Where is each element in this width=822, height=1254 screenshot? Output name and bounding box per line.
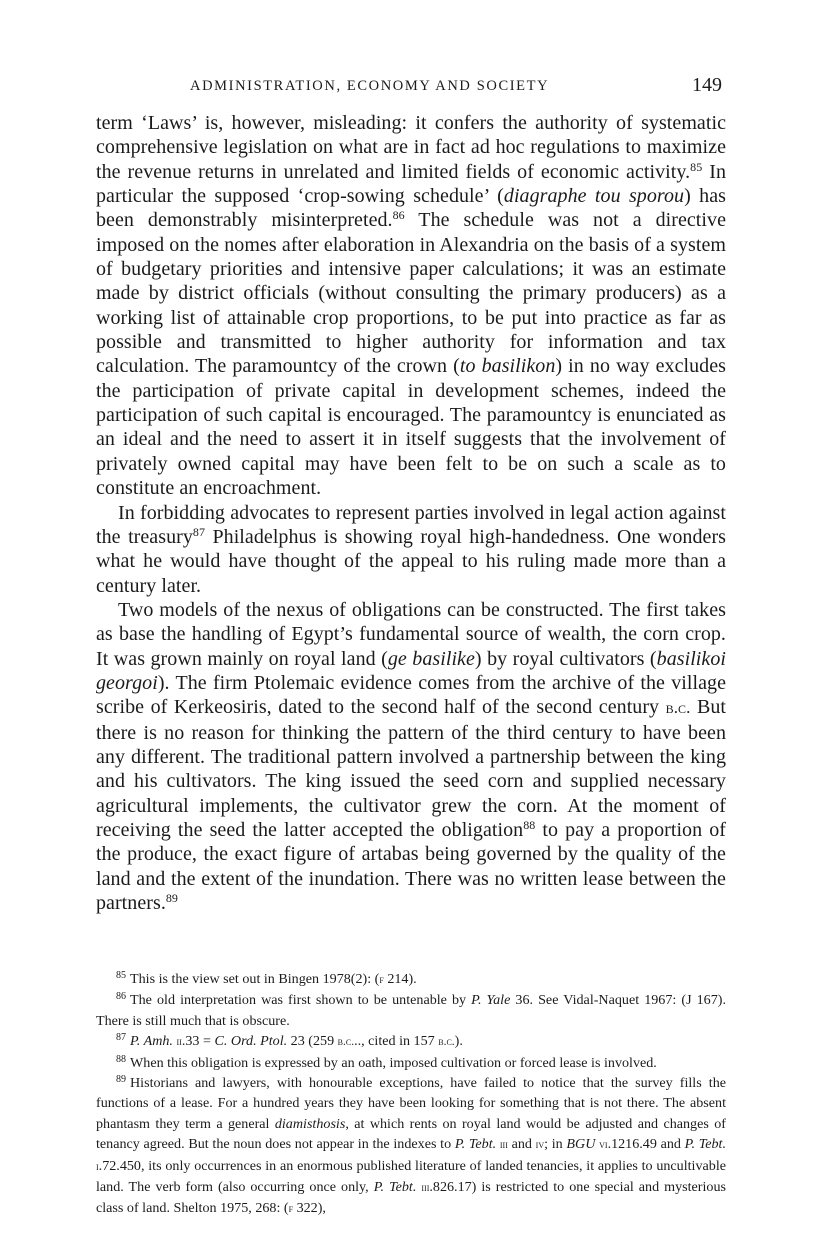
footnote-ref: 89	[165, 891, 178, 905]
footnote-number: 88	[116, 1053, 126, 1065]
text-run: The old interpretation was first shown to be untenable by	[130, 992, 472, 1009]
text-run: ).	[454, 1033, 463, 1050]
text-run: 23 (259	[287, 1033, 338, 1050]
text-run: 36. See Vidal-Naquet 1967: (J 167). There is still much that is obscure.	[96, 992, 726, 1029]
italic-text: P. Yale	[471, 992, 511, 1009]
footnote-ref: 85	[690, 159, 703, 174]
footnote-ref: 88	[523, 817, 536, 832]
running-head-title: ADMINISTRATION, ECONOMY AND SOCIETY	[190, 78, 550, 94]
footnote	[96, 1031, 726, 1052]
small-caps-text: vi	[599, 1139, 608, 1152]
italic-text: P. Tebt.	[684, 1136, 726, 1153]
italic-text: P. Amh.	[130, 1033, 173, 1050]
small-caps-text: f	[288, 1203, 294, 1216]
italic-text: C. Ord. Ptol.	[214, 1033, 288, 1050]
text-run: , at which rents on royal land would be adjusted and changes of tenancy agreed. But the noun does not appear in the indexes to	[96, 1115, 726, 1153]
text-run: 214).	[383, 971, 417, 987]
text-run: and	[507, 1136, 536, 1153]
footnotes	[96, 969, 726, 1220]
italic-text: to basilikon	[459, 355, 556, 378]
footnote	[96, 969, 726, 990]
text-run: ) in no way excludes the participation of private capital in development schemes, indeed the participation of such capital is encouraged. The paramountcy is enunciated as an ideal and the need to assert it in itself suggests that the involvement of privately owned capital may have been felt to be on such a scale as to constitute an encroachment.	[96, 355, 726, 500]
text-run: term ‘Laws’ is, however, misleading: it confers the authority of systematic comprehensive legislation on what are in fact ad hoc regulations to maximize the revenue returns in unrelated and limited fields of economic activity.	[96, 112, 726, 183]
small-caps-text: ii	[176, 1036, 182, 1049]
text-run: In particular the supposed ‘crop-sowing schedule’ (	[96, 160, 726, 208]
italic-text: diagraphe tou sporou	[503, 185, 685, 208]
text-run: .72.450, its only occurrences in an enormous published literature of landed tenancies, it applies to uncultivable land. The verb form (also occurring once only,	[96, 1157, 726, 1196]
running-head	[100, 76, 722, 102]
text-run: But there is no reason for thinking the pattern of the third century to have been any different. The traditional pattern involved a partnership between the king and his cultivators. The king issued the seed corn and supplied necessary agricultural implements, the cultivator grew the corn. At the moment of receiving the seed the latter accepted the obligation	[96, 696, 726, 841]
text-run: ; in	[544, 1136, 567, 1153]
italic-text: basilikoi georgoi	[96, 647, 726, 694]
italic-text: ge basilike	[387, 647, 475, 670]
text-run: to pay a proportion of the produce, the exact figure of artabas being governed by the quality of the land and the extent of the inundation. There was no written lease between the partners.	[96, 818, 726, 914]
text-run: Philadelphus is showing royal high-handedness. One wonders what he would have thought of the appeal to his ruling made more than a century later.	[96, 525, 727, 597]
small-caps-text: f	[379, 974, 384, 986]
text-run: Two models of the nexus of obligations can be constructed. The first takes as base the handling of Egypt’s fundamental source of wealth, the corn crop. It was grown mainly on royal land (	[96, 598, 726, 670]
footnote	[96, 1053, 726, 1073]
small-caps-text: b.c.	[337, 1036, 355, 1049]
text-run: This is the view set out in Bingen 1978(2): (	[130, 971, 380, 987]
small-caps-text: iii	[499, 1139, 508, 1152]
paragraph	[96, 111, 726, 501]
footnote-number: 85	[116, 970, 126, 981]
page-number: 149	[692, 74, 722, 96]
italic-text: diamisthosis	[274, 1115, 346, 1132]
paragraph	[96, 501, 726, 598]
text-run: ) by royal cultivators (	[474, 647, 657, 670]
text-run: The schedule was not a directive imposed on the nomes after elaboration in Alexandria on the basis of a system of budgetary priorities and intensive paper calculations; it was an estimate made by district officials (without consulting the primary producers) as a working list of attainable crop proportions, to be put into practice as far as possible and transmitted to higher authority for information and tax calculation. The paramountcy of the crown (	[96, 209, 726, 378]
small-caps-text: b.c.	[438, 1036, 455, 1049]
footnote	[96, 990, 726, 1031]
footnote-number: 87	[116, 1032, 126, 1044]
small-caps-text: iii	[421, 1182, 430, 1195]
text-run: .33 =	[181, 1033, 215, 1050]
small-caps-text: b.c.	[665, 698, 691, 718]
text-run: When this obligation is expressed by an oath, imposed cultivation or forced lease is involved.	[130, 1054, 657, 1071]
small-caps-text: iv	[535, 1139, 545, 1152]
text-run: 322),	[293, 1200, 326, 1217]
italic-text: P. Tebt.	[373, 1179, 417, 1196]
footnote-number: 86	[116, 991, 126, 1003]
text-run: .., cited in 157	[354, 1033, 439, 1050]
footnote-number: 89	[116, 1074, 126, 1086]
footnote	[96, 1073, 726, 1220]
text-run: .826.17) is restricted to one special and mysterious class of land. Shelton 1975, 268: (	[96, 1179, 726, 1217]
text-run: ) has been demonstrably misinterpreted.	[96, 185, 726, 232]
small-caps-text: i	[96, 1160, 99, 1173]
text-run: In forbidding advocates to represent parties involved in legal action against the treasury	[96, 501, 726, 548]
footnote-ref: 86	[392, 208, 405, 223]
paragraph	[96, 598, 726, 915]
italic-text: BGU	[566, 1136, 596, 1153]
italic-text: P. Tebt.	[454, 1136, 497, 1153]
text-run: Historians and lawyers, with honourable exceptions, have failed to notice that the survey fills the functions of a lease. For a hundred years they have been looking for something that is not there. The absent phantasm they term a general	[96, 1075, 726, 1132]
text-run: ). The firm Ptolemaic evidence comes from the archive of the village scribe of Kerkeosiris, dated to the second half of the second century	[96, 671, 726, 719]
main-text	[96, 111, 726, 915]
text-run: .1216.49 and	[607, 1136, 685, 1153]
footnote-ref: 87	[192, 524, 205, 539]
